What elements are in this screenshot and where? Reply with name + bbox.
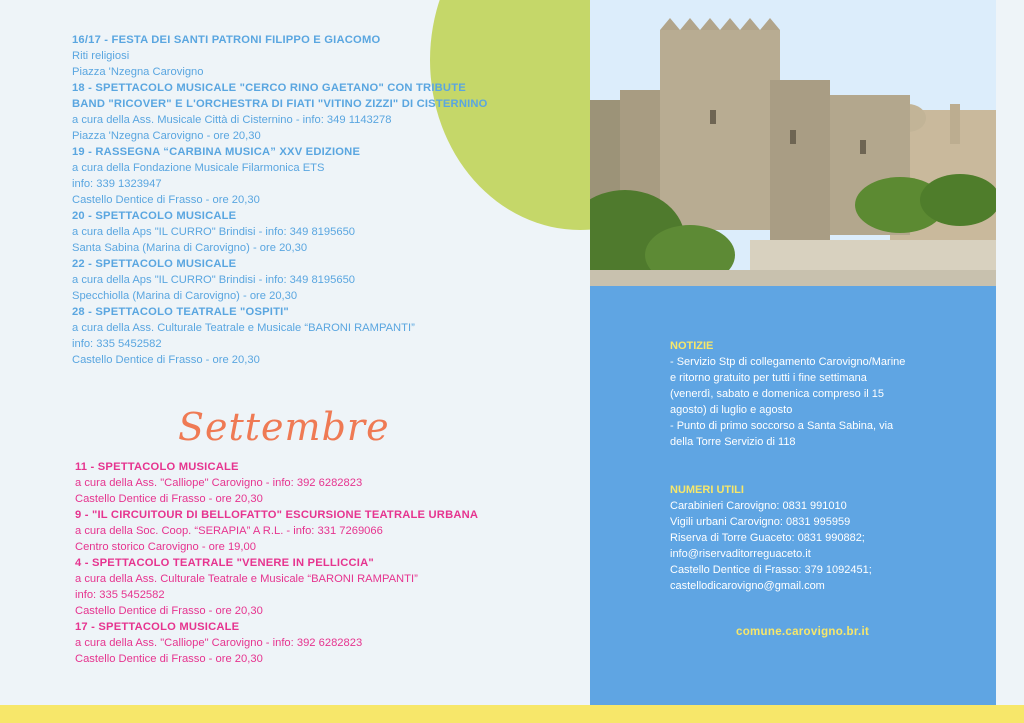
event-title: 17 - SPETTACOLO MUSICALE	[75, 621, 240, 633]
event-item	[72, 256, 492, 304]
event-detail: a cura della Soc. Coop. “SERAPIA” A R.L. - info: 331 7269066	[75, 525, 383, 537]
contact-email[interactable]: info@riservaditorreguaceto.it	[670, 548, 811, 560]
bottom-yellow-stripe	[0, 705, 1024, 723]
notizie-line: (venerdì, sabato e domenica compreso il 15	[670, 388, 885, 400]
event-location: Santa Sabina (Marina di Carovigno) - ore 20,30	[72, 242, 308, 254]
event-info: info: 335 5452582	[72, 338, 162, 350]
event-item	[72, 80, 492, 144]
castle-illustration	[590, 0, 996, 286]
event-item	[72, 208, 492, 256]
event-detail: a cura della Ass. Culturale Teatrale e Musicale “BARONI RAMPANTI”	[72, 322, 415, 334]
info-panel	[590, 286, 996, 705]
august-events-list	[72, 32, 492, 368]
event-location: Centro storico Carovigno - ore 19,00	[75, 541, 256, 553]
event-location: Castello Dentice di Frasso - ore 20,30	[75, 653, 263, 665]
event-title: 22 - SPETTACOLO MUSICALE	[72, 258, 237, 270]
event-item	[75, 507, 495, 555]
event-item	[75, 459, 495, 507]
event-title: 9 - "IL CIRCUITOUR DI BELLOFATTO" ESCURSIONE TEATRALE URBANA	[75, 509, 479, 521]
event-detail: Riti religiosi	[72, 50, 130, 62]
event-detail: a cura della Ass. "Calliope" Carovigno - info: 392 6282823	[75, 637, 363, 649]
event-detail: a cura della Ass. "Calliope" Carovigno - info: 392 6282823	[75, 477, 363, 489]
numeri-utili-title: NUMERI UTILI	[670, 484, 744, 496]
event-title: 11 - SPETTACOLO MUSICALE	[75, 461, 239, 473]
contact-line: Carabinieri Carovigno: 0831 991010	[670, 500, 847, 512]
event-title: 19 - RASSEGNA “CARBINA MUSICA” XXV EDIZIONE	[72, 146, 361, 158]
event-title: 4 - SPETTACOLO TEATRALE "VENERE IN PELLICCIA"	[75, 557, 374, 569]
event-info: info: 335 5452582	[75, 589, 165, 601]
event-location: Piazza 'Nzegna Carovigno	[72, 66, 204, 78]
notizie-title: NOTIZIE	[670, 340, 714, 352]
event-item	[75, 555, 495, 619]
contact-line: Riserva di Torre Guaceto: 0831 990882;	[670, 532, 865, 544]
event-location: Castello Dentice di Frasso - ore 20,30	[75, 605, 263, 617]
contact-email[interactable]: castellodicarovigno@gmail.com	[670, 580, 825, 592]
event-location: Specchiolla (Marina di Carovigno) - ore 20,30	[72, 290, 298, 302]
event-location: Piazza 'Nzegna Carovigno - ore 20,30	[72, 130, 261, 142]
castle-photo	[590, 0, 996, 286]
notizie-line: e ritorno gratuito per tutti i fine settimana	[670, 372, 867, 384]
notizie-line: della Torre Servizio di 118	[670, 436, 796, 448]
notizie-line: agosto) di luglio e agosto	[670, 404, 793, 416]
event-location: Castello Dentice di Frasso - ore 20,30	[72, 354, 260, 366]
notizie-section	[670, 338, 970, 450]
event-detail: a cura della Ass. Culturale Teatrale e Musicale “BARONI RAMPANTI”	[75, 573, 418, 585]
right-margin	[996, 0, 1024, 705]
numeri-utili-section	[670, 482, 970, 594]
event-location: Castello Dentice di Frasso - ore 20,30	[75, 493, 263, 505]
event-item	[72, 144, 492, 208]
event-title: 18 - SPETTACOLO MUSICALE "CERCO RINO GAETANO" CON TRIBUTE BAND "RICOVER" E L'ORCHESTRA DI FIATI "VITINO ZIZZI" DI CISTERNINO	[72, 82, 488, 110]
month-heading-settembre: Settembre	[178, 405, 390, 449]
event-detail: a cura della Aps "IL CURRO" Brindisi - info: 349 8195650	[72, 274, 356, 286]
event-location: Castello Dentice di Frasso - ore 20,30	[72, 194, 260, 206]
notizie-line: - Punto di primo soccorso a Santa Sabina, via	[670, 420, 894, 432]
website-link[interactable]: comune.carovigno.br.it	[736, 626, 870, 638]
notizie-line: - Servizio Stp di collegamento Carovigno/Marine	[670, 356, 906, 368]
event-item	[75, 619, 495, 667]
event-detail: a cura della Aps "IL CURRO" Brindisi - info: 349 8195650	[72, 226, 356, 238]
event-title: 16/17 - FESTA DEI SANTI PATRONI FILIPPO E GIACOMO	[72, 34, 381, 46]
event-detail: a cura della Fondazione Musicale Filarmonica ETS	[72, 162, 325, 174]
event-detail: a cura della Ass. Musicale Città di Cisternino - info: 349 1143278	[72, 114, 392, 126]
contact-line: Vigili urbani Carovigno: 0831 995959	[670, 516, 851, 528]
event-title: 20 - SPETTACOLO MUSICALE	[72, 210, 237, 222]
september-events-list	[75, 459, 495, 667]
event-item	[72, 32, 492, 80]
event-title: 28 - SPETTACOLO TEATRALE "OSPITI"	[72, 306, 289, 318]
contact-line: Castello Dentice di Frasso: 379 1092451;	[670, 564, 872, 576]
event-item	[72, 304, 492, 368]
event-info: info: 339 1323947	[72, 178, 162, 190]
